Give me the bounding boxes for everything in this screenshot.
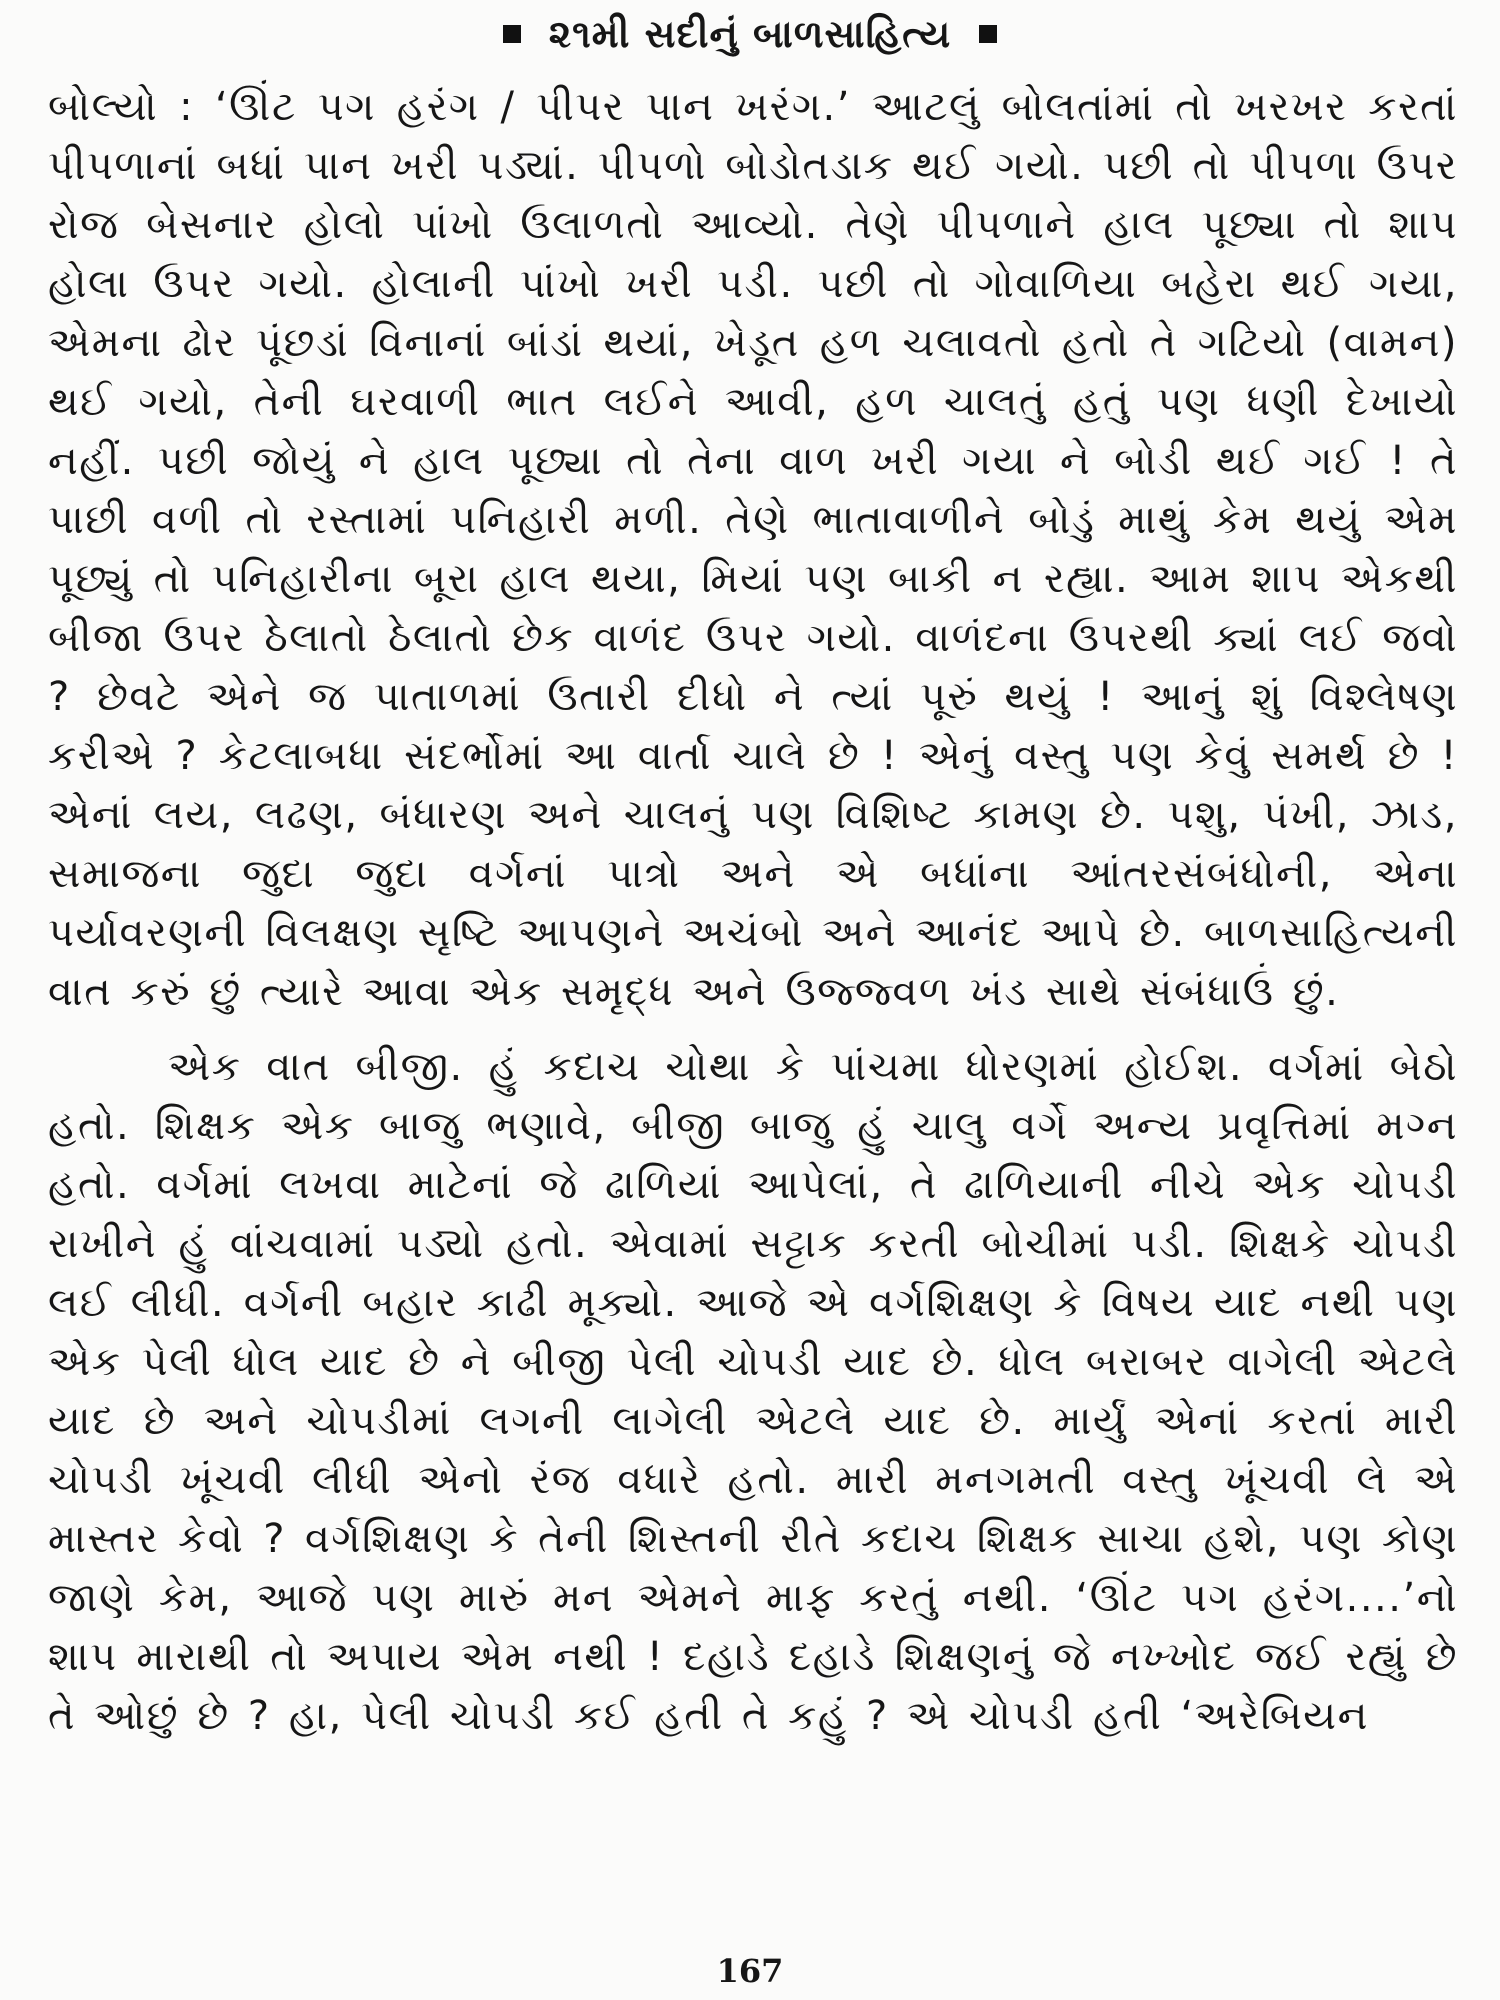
running-header [0, 6, 1500, 62]
header-square-left-ornament [503, 25, 521, 43]
body-text [48, 78, 1458, 1746]
header-square-right-ornament [979, 25, 997, 43]
paragraph-2: એક વાત બીજી. હું કદાચ ચોથા કે પાંચમા ધોરણમાં હોઈશ. વર્ગમાં બેઠો હતો. શિક્ષક એક બાજુ ભણાવે, બીજી બાજુ હું ચાલુ વર્ગે અન્ય પ્રવૃત્તિમાં મગ્ન હતો. વર્ગમાં લખવા માટેનાં જે ઢાળિયાં આપેલાં, તે ઢાળિયાની નીચે એક ચોપડી રાખીને હું વાંચવામાં પડ્યો હતો. એવામાં સટ્ટાક કરતી બોચીમાં પડી. શિક્ષકે ચોપડી લઈ લીધી. વર્ગની બહાર કાઢી મૂક્યો. આજે એ વર્ગશિક્ષણ કે વિષય યાદ નથી પણ એક પેલી ધોલ યાદ છે ને બીજી પેલી ચોપડી યાદ છે. ધોલ બરાબર વાગેલી એટલે યાદ છે અને ચોપડીમાં લગની લાગેલી એટલે યાદ છે. માર્યું એનાં કરતાં મારી ચોપડી ખૂંચવી લીધી એનો રંજ વધારે હતો. મારી મનગમતી વસ્તુ ખૂંચવી લે એ માસ્તર કેવો ? વર્ગશિક્ષણ કે તેની શિસ્તની રીતે કદાચ શિક્ષક સાચા હશે, પણ કોણ જાણે કેમ, આજે પણ મારું મન એમને માફ કરતું નથી. ‘ઊંટ પગ હરંગ....’નો શાપ મારાથી તો અપાય એમ નથી ! દહાડે દહાડે શિક્ષણનું જે નખ્ખોદ જઈ રહ્યું છે તે ઓછું છે ? હા, પેલી ચોપડી કઈ હતી તે કહું ? એ ચોપડી હતી ‘અરેબિયન [48, 1044, 1458, 1739]
running-header-title: ૨૧મી સદીનું બાળસાહિત્ય [548, 11, 952, 56]
page-number: 167 [716, 1952, 784, 1990]
paragraph-1: બોલ્યો : ‘ઊંટ પગ હરંગ / પીપર પાન ખરંગ.’ આટલું બોલતાંમાં તો ખરખર કરતાં પીપળાનાં બધાં પાન ખરી પડ્યાં. પીપળો બોડોતડાક થઈ ગયો. પછી તો પીપળા ઉપર રોજ બેસનાર હોલો પાંખો ઉલાળતો આવ્યો. તેણે પીપળાને હાલ પૂછ્યા તો શાપ હોલા ઉપર ગયો. હોલાની પાંખો ખરી પડી. પછી તો ગોવાળિયા બહેરા થઈ ગયા, એમના ઢોર પૂંછડાં વિનાનાં બાંડાં થયાં, ખેડૂત હળ ચલાવતો હતો તે ગટિયો (વામન) થઈ ગયો, તેની ઘરવાળી ભાત લઈને આવી, હળ ચાલતું હતું પણ ધણી દેખાયો નહીં. પછી જોયું ને હાલ પૂછ્યા તો તેના વાળ ખરી ગયા ને બોડી થઈ ગઈ ! તે પાછી વળી તો રસ્તામાં પનિહારી મળી. તેણે ભાતાવાળીને બોડું માથું કેમ થયું એમ પૂછ્યું તો પનિહારીના બૂરા હાલ થયા, મિયાં પણ બાકી ન રહ્યા. આમ શાપ એકથી બીજા ઉપર ઠેલાતો ઠેલાતો છેક વાળંદ ઉપર ગયો. વાળંદના ઉપરથી ક્યાં લઈ જવો ? છેવટે એને જ પાતાળમાં ઉતારી દીધો ને ત્યાં પૂરું થયું ! આનું શું વિશ્લેષણ કરીએ ? કેટલાબધા સંદર્ભોમાં આ વાર્તા ચાલે છે ! એનું વસ્તુ પણ કેવું સમર્થ છે ! એનાં લય, લઢણ, બંધારણ અને ચાલનું પણ વિશિષ્ટ કામણ છે. પશુ, પંખી, ઝાડ, સમાજના જુદા જુદા વર્ગનાં પાત્રો અને એ બધાંના આંતરસંબંધોની, એના પર્યાવરણની વિલક્ષણ સૃષ્ટિ આપણને અચંબો અને આનંદ આપે છે. બાળસાહિત્યની વાત કરું છું ત્યારે આવા એક સમૃદ્ધ અને ઉજ્જ્વળ ખંડ સાથે સંબંધાઉં છું. [48, 84, 1459, 1015]
